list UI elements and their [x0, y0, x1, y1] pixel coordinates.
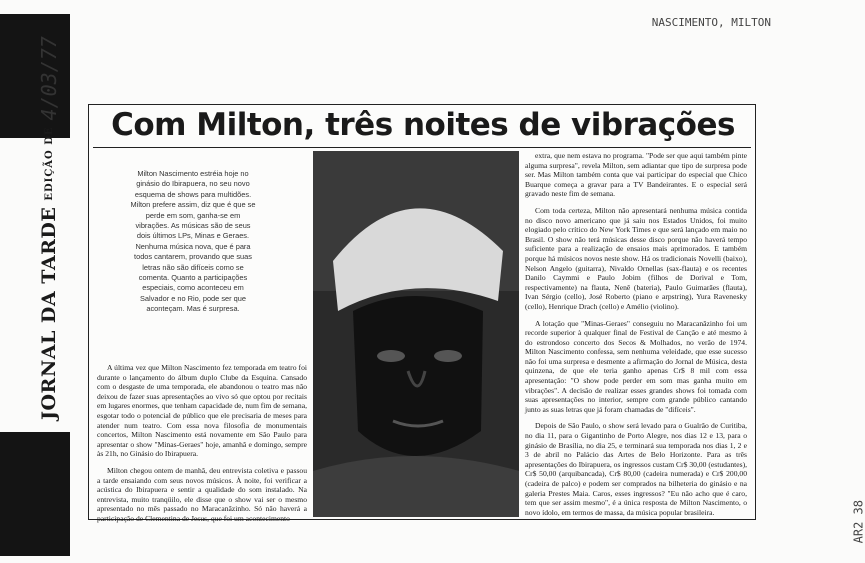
newspaper-name: JORNAL DA TARDE — [38, 206, 60, 420]
article-column-3 — [525, 151, 747, 524]
paragraph: A lotação que "Minas-Geraes" conseguiu no Maracanãzinho foi um recorde superior à qualquer final de Festival de Canção e até mesmo à do estrondoso concerto dos Secos & Molhados, no verão de 1974. Milton Nascimento confessa, sem nenhuma veleidade, que esse sucesso não foi uma surpresa e desmente a afirmação do Jornal de Música, desta quinzena, de que ele teria ganho apenas Cr$ 8 mil com essa apresentação: "O show pode perder em som mas ganha muito em vibrações". A decisão de realizar esses grandes shows foi tomada com suas apresentações no interior, sempre com grande público cantando junto as suas letras que já foram chamadas de "difíceis". — [525, 318, 747, 414]
article-intro: Milton Nascimento estréia hoje no ginásio do Ibirapuera, no seu novo esquema de shows para multidões. Milton prefere assim, diz que é que se perde em som, ganha-se em vibrações. As músicas são de seus dois últimos LPs, Minas e Geraes. Nenhuma música nova, que é para todos cantarem, provando que suas letras não são difíceis como se comenta. Quanto a participações especiais, como aconteceu em Salvador e no Rio, pode ser que aconteçam. Mas é surpresa. — [130, 169, 256, 314]
archive-note-top: NASCIMENTO, MILTON — [651, 16, 771, 29]
article-column-1 — [97, 363, 307, 531]
paragraph: extra, que nem estava no programa. "Pode ser que aqui também pinte alguma surpresa", revela Milton, sem adiantar que tipo de surpresa pode ser. Mas Milton também conta que vai participar do especial que Chico Buarque começa a gravar para a TV Bandeirantes. E o especial será gravado neste fim de semana. — [525, 151, 747, 199]
edition-date: 4/03/77 — [37, 36, 61, 121]
news-clipping — [88, 104, 756, 523]
archive-note-side: AR2_38 — [851, 500, 865, 544]
edition-label: EDIÇÃO DE — [43, 126, 55, 201]
paragraph: Milton chegou ontem de manhã, deu entrevista coletiva e passou a tarde ensaiando com seus novos músicos. À noite, foi verificar a acústica do Ibirapuera e sentir a qualidade do som instalado. Na entrevista, muito tranqüilo, ele disse que o show vai ser o mesmo apresentado no mês passado no Maracanãzinho. Só não haverá a participação de Clementina de Jesus, que foi um acontecimento — [97, 465, 307, 523]
newspaper-spine — [26, 36, 72, 420]
paragraph: Com toda certeza, Milton não apresentará nenhuma música contida no disco novo americano que já saiu nos Estados Unidos, foi muito elogiado pelo crítico do New York Times e que será lançado em maio no Brasil. O show não terá músicas desse disco porque não haverá tempo suficiente para a realização de ensaios mais aprimorados. E também porque há músicos novos neste show. Há os tradicionais Novelli (baixo), Nelson Angelo (guitarra), Nivaldo Ornellas (sax-flauta) e os recentes Danilo Caymmi e Paulo Jobim (filhos de Dorival e Tom, respectivamente) na flauta, Nenê (bateria), Paulo Guimarães (flauta), Ivan Sérgio (cello), José Roberto (piano e arpstring), Yura Ravenesky (cello), Henrique Drach (cello) e Amélio (violino). — [525, 205, 747, 311]
milton-portrait-photo — [313, 151, 519, 517]
scan-black-margin-bottom — [0, 432, 70, 556]
paragraph: A última vez que Milton Nascimento fez temporada em teatro foi durante o lançamento do álbum duplo Clube da Esquina. Cansado com o desgaste de uma temporada, ele abandonou o teatro mas não deixou de fazer suas apresentações ao vivo só que optou por recitais em lugares enormes, que tenham capacidade de, num fim de semana, esgotar todo o potencial de público que ele precisaria de meses para atender num teatro. Com essa nova filosofia de monumentais concertos, Milton Nascimento está novamente em São Paulo para apresentar o show "Minas-Geraes" hoje, amanhã e domingo, sempre às 21h, no Ginásio do Ibirapuera. — [97, 363, 307, 459]
article-headline: Com Milton, três noites de vibrações — [111, 107, 735, 143]
paragraph: Depois de São Paulo, o show será levado para o Gualrão de Curitiba, no dia 11, para o Gigantinho de Porto Alegre, nos dias 12 e 13, para o ginásio de Brasília, no dia 25, e terminará sua temporada nos dias 1, 2 e 3 de abril no Palácio das Artes de Belo Horizonte. Para as três apresentações do Ibirapuera, os ingressos custam Cr$ 30,00 (estudantes), Cr$ 50,00 (arquibancada), Cr$ 80,00 (cadeira numerada) e Cr$ 200,00 (cadeira de palco) e podem ser comprados na bilheteria do ginásio e na galeria Prestes Maia. Caros, esses ingressos? "Eu não acho que é caro, tem que ser assim mesmo", é a única resposta de Milton Nascimento, o novo ídolo, em termos de massa, da música popular brasileira. — [525, 421, 747, 517]
headline-rule — [93, 147, 751, 148]
portrait-illustration — [313, 151, 519, 517]
